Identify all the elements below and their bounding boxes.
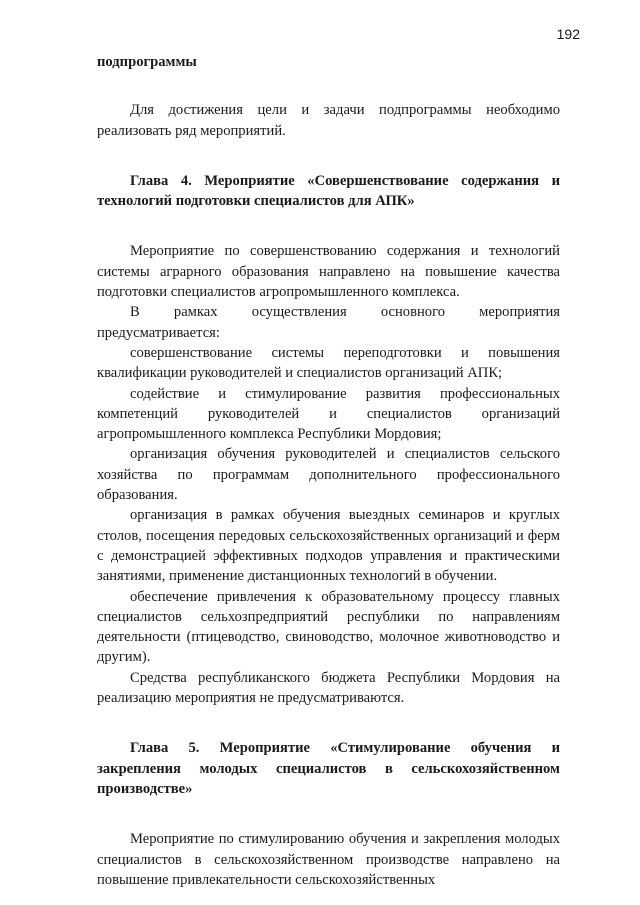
chapter-4-paragraph: В рамках осуществления основного мероприятия предусматривается: <box>97 304 560 341</box>
list-item: организация в рамках обучения выездных семинаров и круглых столов, посещения передовых сельскохозяйственных организаций и ферм с демонстрацией эффективных подходов управления и практическими занятиями, применение дистанционных технологий в обучении. <box>97 507 560 585</box>
list-item: содействие и стимулирование развития профессиональных компетенций руководителей и специалистов организаций агропромышленного комплекса Республики Мордовия; <box>97 385 560 443</box>
list-item: обеспечение привлечения к образовательному процессу главных специалистов сельхозпредприятий республики по направлениям деятельности (птицеводство, свиноводство, молочное животноводство и другим). <box>97 588 560 666</box>
document-body <box>97 52 560 890</box>
chapter-4-paragraph: Средства республиканского бюджета Республики Мордовия на реализацию мероприятия не предусматриваются. <box>97 669 560 707</box>
page-number: 192 <box>556 26 580 42</box>
lead-fragment: подпрограммы <box>97 54 197 70</box>
list-item: совершенствование системы переподготовки и повышения квалификации руководителей и специалистов организаций АПК; <box>97 344 560 382</box>
chapter-4-paragraph: Мероприятие по совершенствованию содержания и технологий системы аграрного образования направлено на повышение качества подготовки специалистов агропромышленного комплекса. <box>97 243 560 301</box>
list-item: организация обучения руководителей и специалистов сельского хозяйства по программам дополнительного профессионального образования. <box>97 446 560 504</box>
chapter-5-paragraph: Мероприятие по стимулированию обучения и закрепления молодых специалистов в сельскохозяйственном производстве направлено на повышение привлекательности сельскохозяйственных <box>97 831 560 888</box>
chapter-4-heading: Глава 4. Мероприятие «Совершенствование содержания и технологий подготовки специалистов для АПК» <box>97 172 560 210</box>
chapter-5-heading: Глава 5. Мероприятие «Стимулирование обучения и закрепления молодых специалистов в сельскохозяйственном производстве» <box>97 740 560 797</box>
intro-paragraph: Для достижения цели и задачи подпрограммы необходимо реализовать ряд мероприятий. <box>97 102 560 139</box>
